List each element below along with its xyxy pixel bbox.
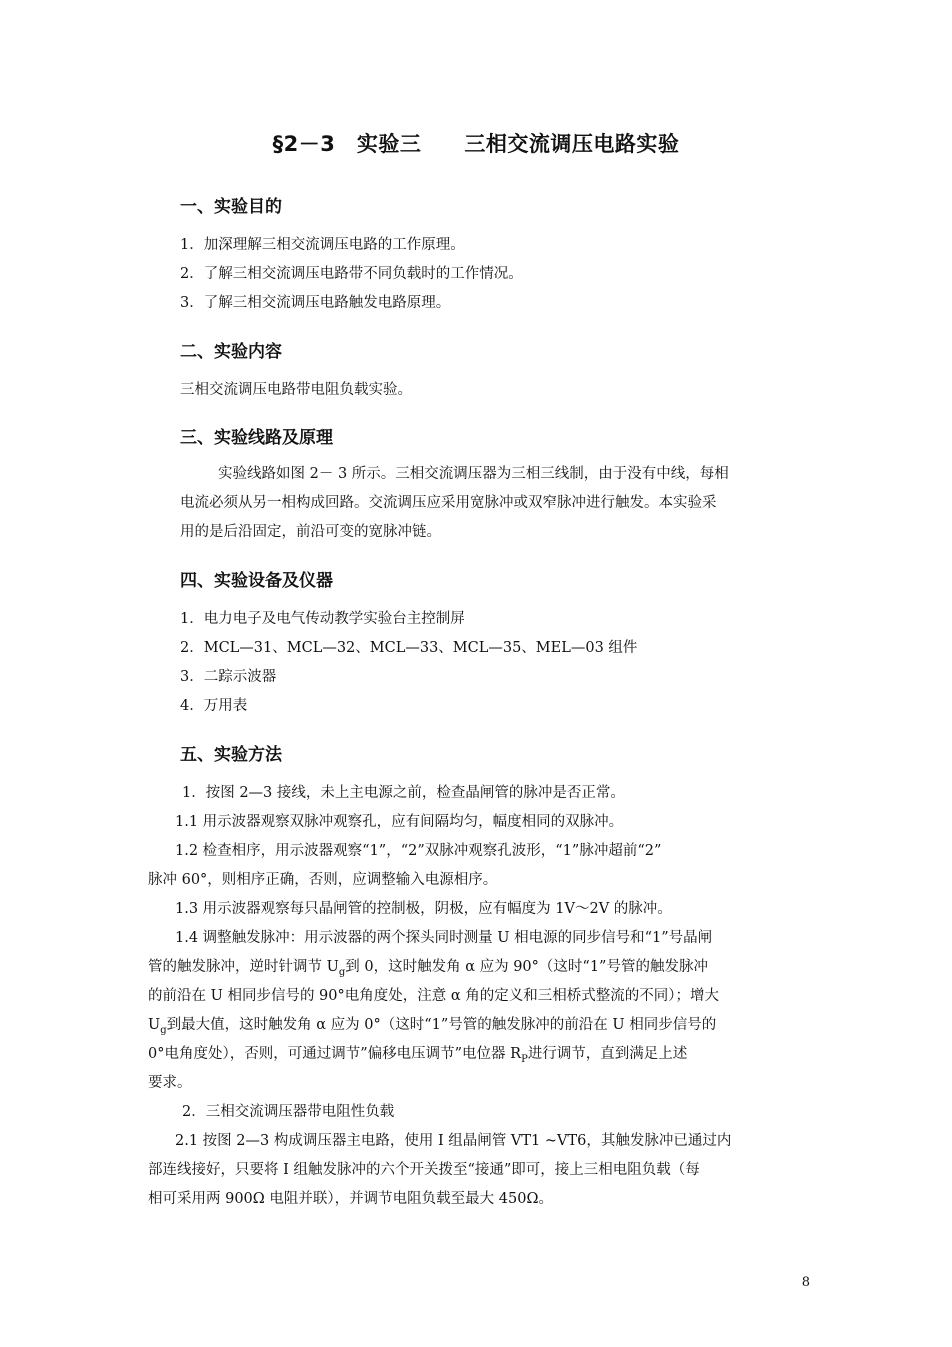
method-line-2: 2．三相交流调压器带电阻性负载 [182,1104,395,1120]
equipment-item-1: 1．电力电子及电气传动教学实验台主控制屏 [180,611,465,627]
equipment-item-2: 2．MCL—31、MCL—32、MCL—33、MCL—35、MEL—03 组件 [180,640,638,656]
method-line-1: 1．按图 2—3 接线，未上主电源之前，检查晶闸管的脉冲是否正常。 [182,785,625,801]
principle-line-1: 实验线路如图 2－ 3 所示。三相交流调压器为三相三线制，由于没有中线，每相 [218,466,729,482]
method-line-2-1c: 相可采用两 900Ω 电阻并联），并调节电阻负载至最大 450Ω。 [148,1191,553,1207]
principle-line-3: 用的是后沿固定，前沿可变的宽脉冲链。 [180,524,441,540]
method-line-1-4e: 0°电角度处），否则，可通过调节”偏移电压调节”电位器 $R_P$进行调节，直到满足上述 [148,1046,688,1065]
method-line-1-4c: 的前沿在 U 相同步信号的 90°电角度处，注意 α 角的定义和三相桥式整流的不同）；增大 [148,988,720,1004]
section-heading-content: 二、实验内容 [180,342,282,362]
section-heading-method: 五、实验方法 [180,745,282,765]
method-line-1-2b: 脉冲 60°，则相序正确，否则，应调整输入电源相序。 [148,872,498,888]
principle-line-2: 电流必须从另一相构成回路。交流调压应采用宽脉冲或双窄脉冲进行触发。本实验采 [180,495,717,511]
method-line-1-4b: 管的触发脉冲，逆时针调节 $U_g$到 0，这时触发角 α 应为 90°（这时“1”号管的触发脉冲 [148,959,708,978]
page-number: 8 [801,1275,810,1290]
equipment-item-4: 4．万用表 [180,698,248,714]
method-line-1-4d: $U_g$到最大值，这时触发角 α 应为 0°（这时“1”号管的触发脉冲的前沿在 U 相同步信号的 [148,1017,717,1036]
section-heading-principle: 三、实验线路及原理 [180,428,333,448]
method-line-1-4: 1.4 调整触发脉冲：用示波器的两个探头同时测量 U 相电源的同步信号和“1”号晶闸 [175,930,713,946]
purpose-item-3: 3．了解三相交流调压电路触发电路原理。 [180,295,451,311]
method-line-2-1: 2.1 按图 2—3 构成调压器主电路，使用 I 组晶闸管 VT1 ~VT6，其触发脉冲已通过内 [175,1133,732,1149]
page-title: §2－3 实验三 三相交流调压电路实验 [272,132,680,156]
section-heading-equipment: 四、实验设备及仪器 [180,571,333,591]
purpose-item-2: 2．了解三相交流调压电路带不同负载时的工作情况。 [180,266,523,282]
method-line-1-3: 1.3 用示波器观察每只晶闸管的控制极，阴极，应有幅度为 1V～2V 的脉冲。 [175,901,672,917]
purpose-item-1: 1．加深理解三相交流调压电路的工作原理。 [180,237,465,253]
method-line-1-1: 1.1 用示波器观察双脉冲观察孔，应有间隔均匀，幅度相同的双脉冲。 [175,814,624,830]
section-heading-purpose: 一、实验目的 [180,197,282,217]
method-line-2-1b: 部连线接好，只要将 I 组触发脉冲的六个开关拨至“接通”即可，接上三相电阻负载（每 [148,1162,700,1178]
content-text: 三相交流调压电路带电阻负载实验。 [180,382,412,398]
equipment-item-3: 3．二踪示波器 [180,669,277,685]
method-line-1-4f: 要求。 [148,1075,192,1091]
method-line-1-2: 1.2 检查相序，用示波器观察“1”，“2”双脉冲观察孔波形，“1”脉冲超前“2” [175,843,662,859]
